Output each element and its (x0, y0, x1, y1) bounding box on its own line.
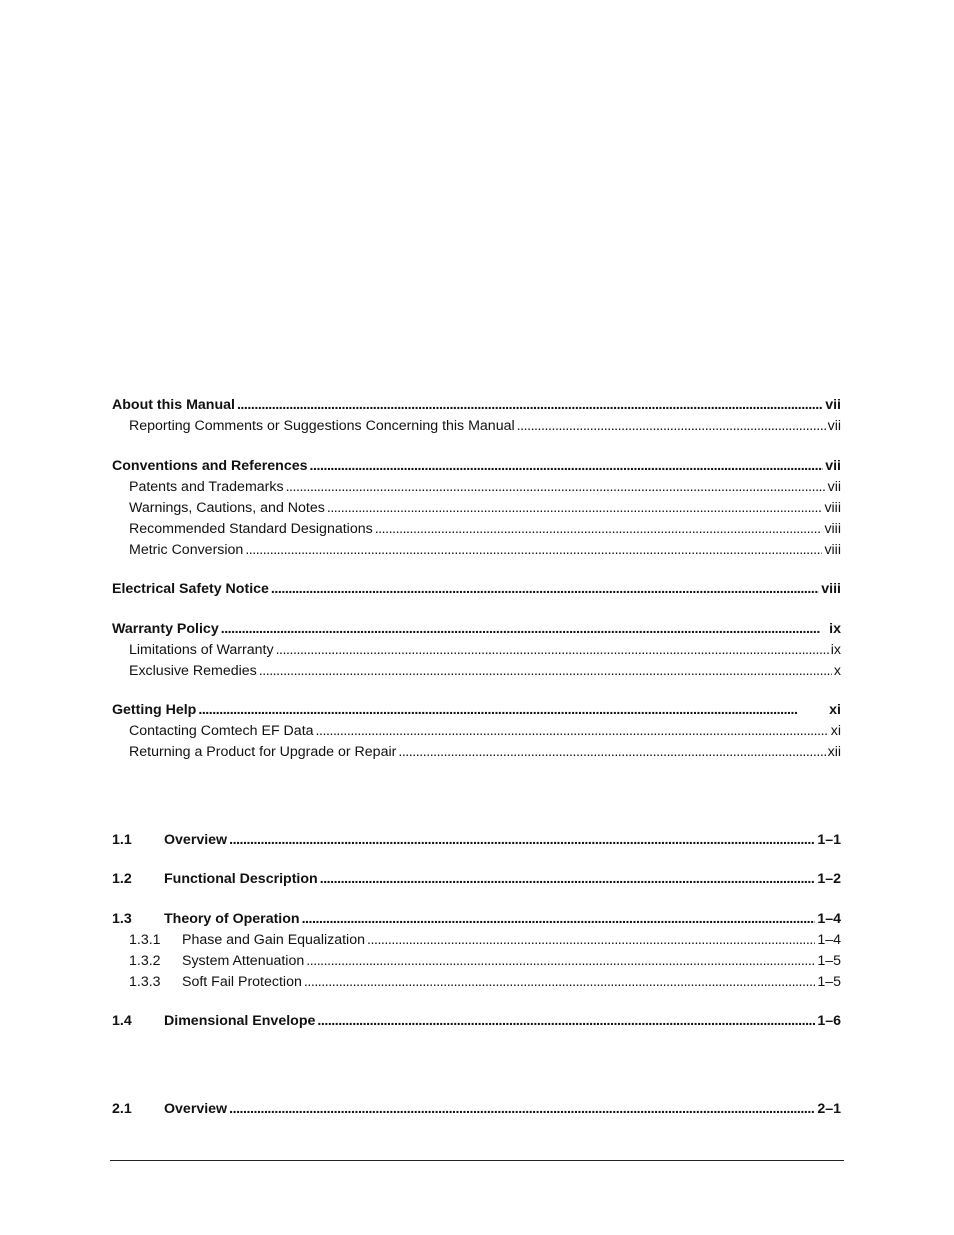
toc-entry-1-3-2[interactable] (129, 951, 841, 971)
toc-title: Returning a Product for Upgrade or Repair (129, 744, 397, 760)
toc-leader (316, 721, 829, 741)
toc-title: Limitations of Warranty (129, 642, 274, 658)
toc-number: 1.3.2 (129, 953, 161, 969)
toc-entry-reporting-comments[interactable] (129, 416, 841, 436)
toc-leader (375, 519, 823, 539)
toc-title: Overview (164, 832, 228, 848)
toc-leader (221, 619, 827, 639)
toc-page: xi (830, 723, 841, 739)
toc-page: viii (821, 581, 841, 597)
toc-entry-1-4[interactable] (112, 1011, 841, 1031)
toc-title: Phase and Gain Equalization (182, 932, 365, 948)
toc-leader (306, 951, 815, 971)
footer-rule (110, 1160, 844, 1161)
toc-leader (271, 579, 819, 599)
toc-entry-1-3-3[interactable] (129, 972, 841, 992)
toc-leader (310, 456, 824, 476)
toc-page: 1–4 (817, 911, 841, 927)
toc-title: Electrical Safety Notice (112, 581, 269, 597)
toc-title: Exclusive Remedies (129, 663, 257, 679)
toc-title: Warnings, Cautions, and Notes (129, 500, 325, 516)
toc-page: 1–1 (817, 832, 841, 848)
toc-entry-metric-conversion[interactable] (129, 540, 841, 560)
toc-title: Dimensional Envelope (164, 1013, 316, 1029)
toc-page: vii (825, 397, 841, 413)
toc-entry-warnings[interactable] (129, 498, 841, 518)
toc-page: 1–4 (817, 932, 841, 948)
toc-number: 2.1 (112, 1101, 132, 1117)
toc-title: Recommended Standard Designations (129, 521, 373, 537)
toc-number: 1.3 (112, 911, 132, 927)
toc-title: Contacting Comtech EF Data (129, 723, 314, 739)
toc-leader (304, 972, 815, 992)
toc-leader (237, 395, 823, 415)
toc-number: 1.1 (112, 832, 132, 848)
toc-title: Metric Conversion (129, 542, 244, 558)
toc-title: Getting Help (112, 702, 197, 718)
toc-page: xii (827, 744, 841, 760)
toc-leader (317, 1011, 815, 1031)
toc-number: 1.4 (112, 1013, 132, 1029)
toc-entry-warranty-policy[interactable] (112, 619, 841, 639)
toc-title: Conventions and References (112, 458, 308, 474)
toc-entry-electrical-safety[interactable] (112, 579, 841, 599)
toc-leader (302, 909, 816, 929)
toc-page: 1–6 (817, 1013, 841, 1029)
toc-leader (229, 1099, 815, 1119)
toc-entry-1-1[interactable] (112, 830, 841, 850)
toc-entry-1-3[interactable] (112, 909, 841, 929)
toc-page: 1–5 (817, 953, 841, 969)
toc-leader (286, 477, 826, 497)
toc-title: Overview (164, 1101, 228, 1117)
toc-leader (259, 661, 832, 681)
toc-page: ix (830, 642, 841, 658)
toc-leader (367, 930, 815, 950)
toc-title: Functional Description (164, 871, 318, 887)
toc-page: vii (827, 418, 841, 434)
toc-page: 1–2 (817, 871, 841, 887)
toc-page: ix (829, 621, 841, 637)
toc-page: viii (824, 500, 841, 516)
toc-page: x (833, 663, 841, 679)
toc-page: 1–5 (817, 974, 841, 990)
toc-leader (398, 742, 825, 762)
toc-entry-returning-product[interactable] (129, 742, 841, 762)
toc-entry-1-3-1[interactable] (129, 930, 841, 950)
toc-entry-2-1[interactable] (112, 1099, 841, 1119)
toc-leader (276, 640, 829, 660)
toc-number: 1.2 (112, 871, 132, 887)
toc-leader (327, 498, 823, 518)
toc-number: 1.3.3 (129, 974, 161, 990)
toc-leader (320, 869, 816, 889)
toc-title: About this Manual (112, 397, 235, 413)
toc-title: Warranty Policy (112, 621, 219, 637)
toc-entry-contacting[interactable] (129, 721, 841, 741)
toc-entry-patents[interactable] (129, 477, 841, 497)
toc-entry-about-manual[interactable] (112, 395, 841, 415)
toc-title: Theory of Operation (164, 911, 300, 927)
toc-page: viii (824, 542, 841, 558)
toc-page: vii (825, 458, 841, 474)
toc-entry-getting-help[interactable] (112, 700, 841, 720)
toc-entry-standard-designations[interactable] (129, 519, 841, 539)
toc-title: System Attenuation (182, 953, 305, 969)
toc-title: Patents and Trademarks (129, 479, 284, 495)
toc-leader (198, 700, 827, 720)
toc-leader (229, 830, 815, 850)
toc-leader (245, 540, 822, 560)
toc-title: Soft Fail Protection (182, 974, 302, 990)
toc-entry-1-2[interactable] (112, 869, 841, 889)
toc-title: Reporting Comments or Suggestions Concerning this Manual (129, 418, 515, 434)
toc-entry-conventions[interactable] (112, 456, 841, 476)
toc-page: xi (829, 702, 841, 718)
toc-entry-limitations[interactable] (129, 640, 841, 660)
toc-page: vii (827, 479, 841, 495)
toc-number: 1.3.1 (129, 932, 161, 948)
toc-page: 2–1 (817, 1101, 841, 1117)
toc-entry-exclusive-remedies[interactable] (129, 661, 841, 681)
toc-leader (517, 416, 826, 436)
toc-page: viii (824, 521, 841, 537)
